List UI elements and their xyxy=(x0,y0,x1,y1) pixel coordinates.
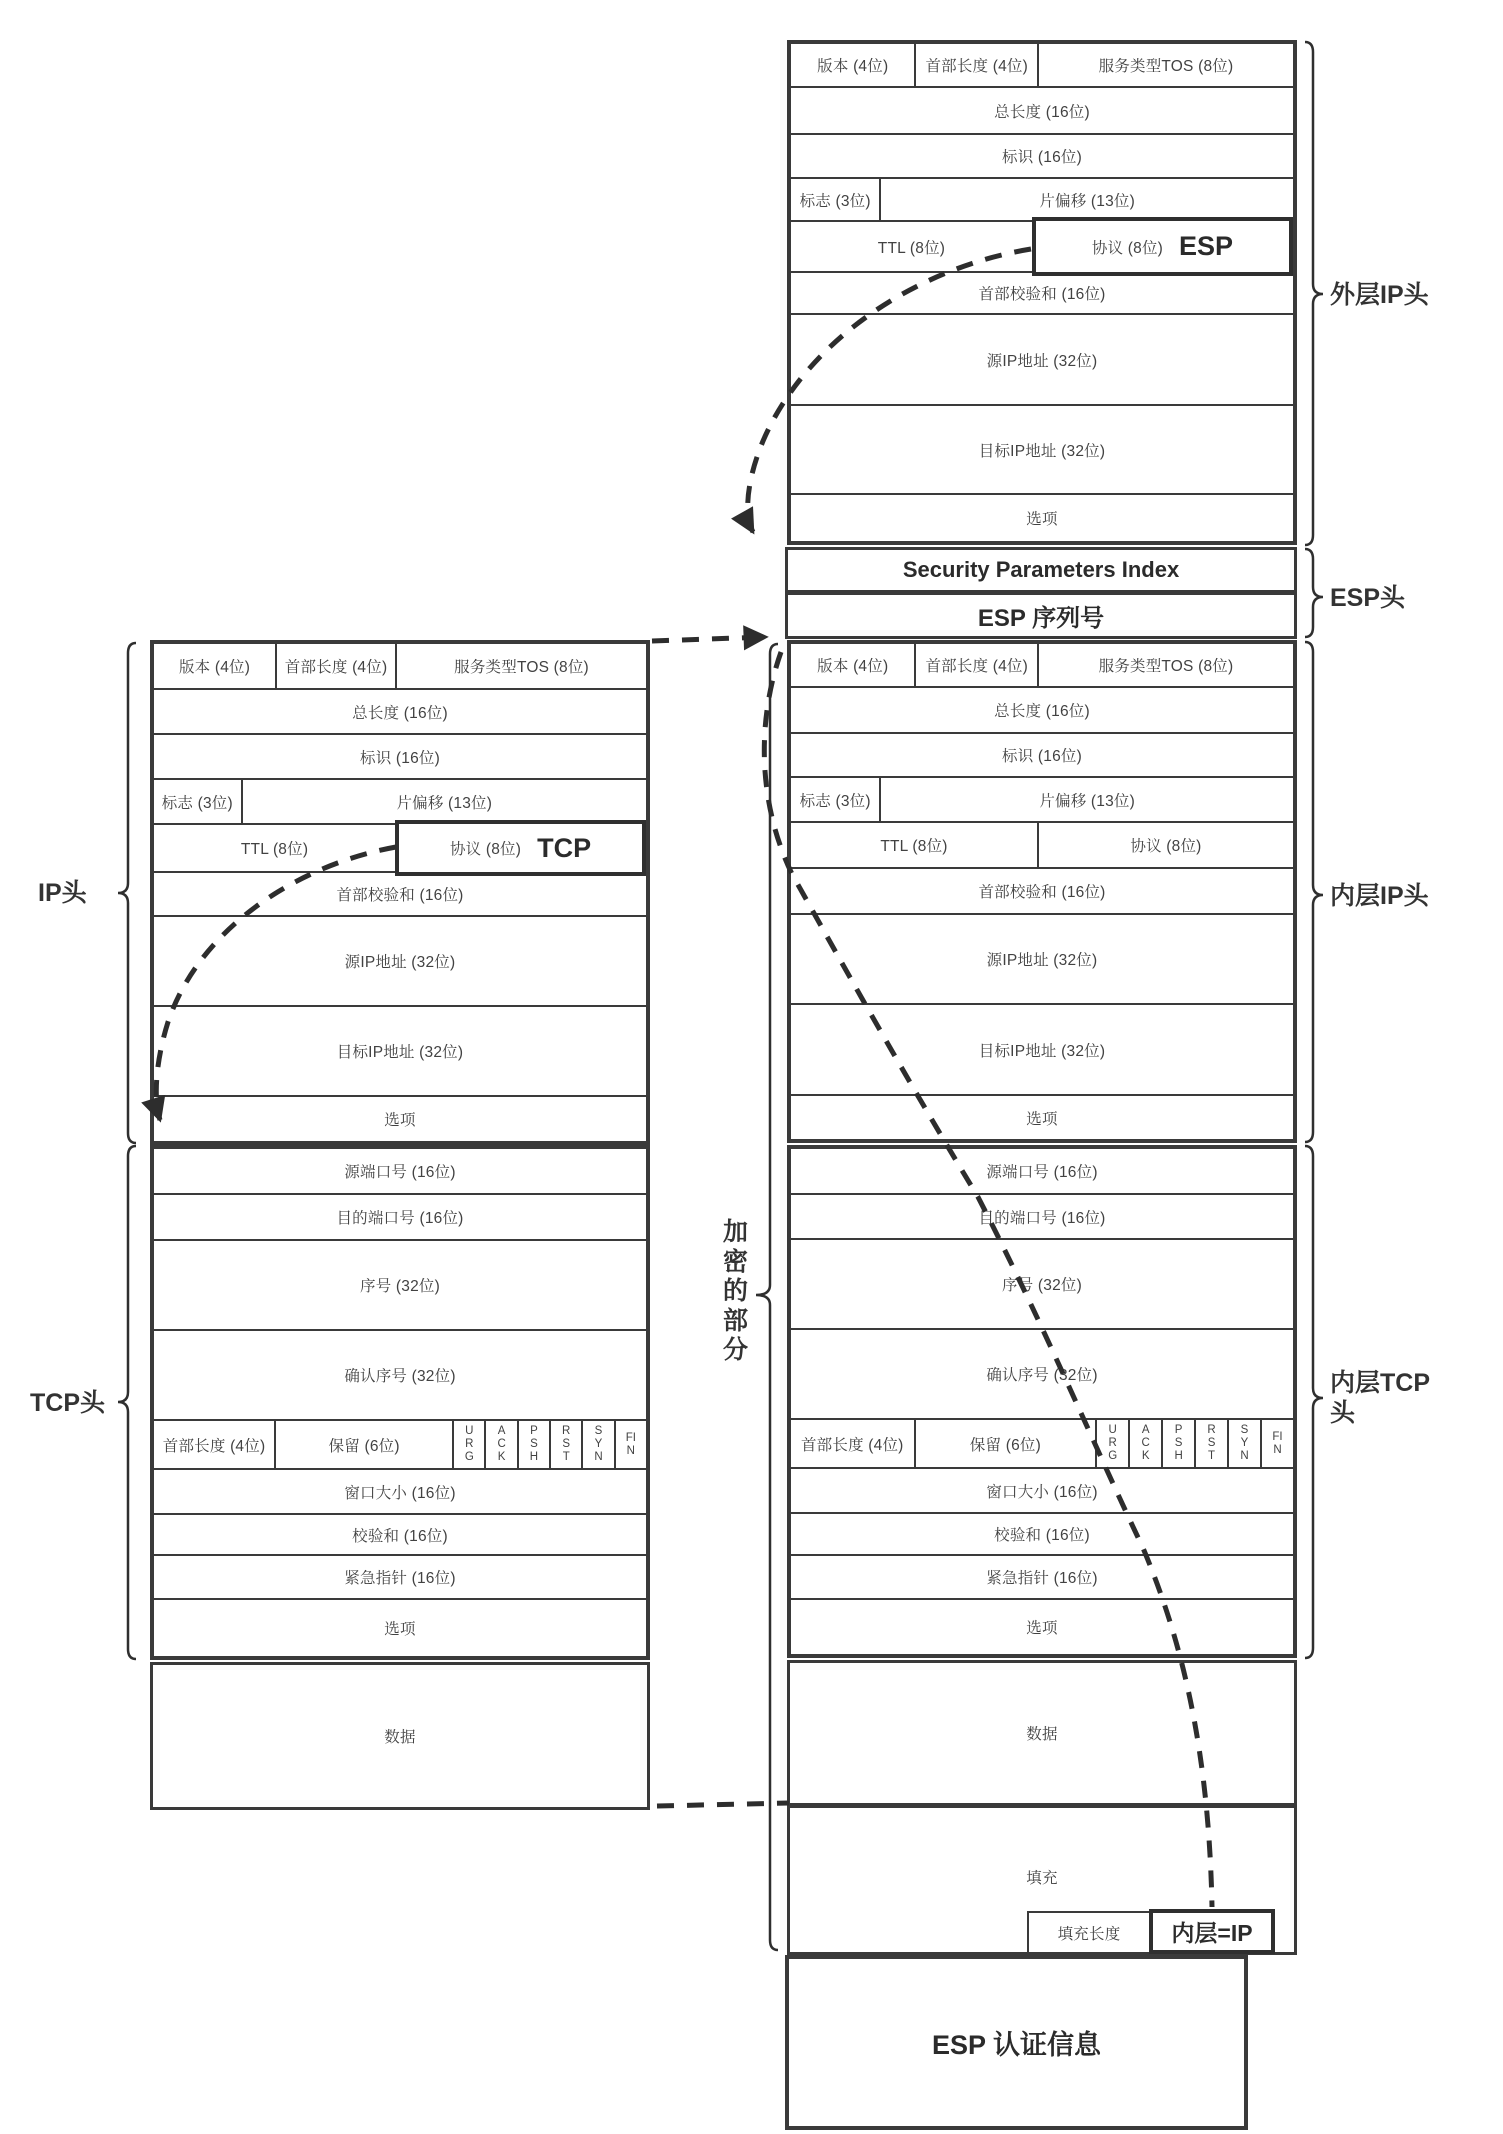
field-row: 标识 (16位) xyxy=(791,732,1293,776)
field-row: 窗口大小 (16位) xyxy=(791,1467,1293,1512)
field-cell-fragment-offset: 片偏移 (13位) xyxy=(879,778,1293,821)
protocol-tcp-callout-box: 协议 (8位) TCP xyxy=(395,820,646,876)
label-ip-header: IP头 xyxy=(38,879,87,907)
field-cell-flags: 标志 (3位) xyxy=(799,792,871,810)
field-row: 序号 (32位) xyxy=(154,1239,646,1329)
inner-ip-header-box xyxy=(787,640,1297,1143)
flag-cell-ack: ACK xyxy=(484,1421,516,1468)
label-outer-ip-header: 外层IP头 xyxy=(1330,281,1429,309)
field-row: 窗口大小 (16位) xyxy=(154,1468,646,1513)
field-row: 校验和 (16位) xyxy=(791,1512,1293,1554)
field-row: 标识 (16位) xyxy=(791,133,1293,177)
field-row xyxy=(791,776,1293,821)
field-cell-ttl: TTL (8位) xyxy=(877,239,946,257)
field-row xyxy=(154,644,646,688)
field-cell-ttl: TTL (8位) xyxy=(880,838,948,855)
field-row: 选项 xyxy=(791,1598,1293,1654)
field-cell-tos: 服务类型TOS (8位) xyxy=(395,644,646,688)
bottom-dashed-connector xyxy=(657,1803,789,1806)
outer-ip-header-box xyxy=(787,40,1297,545)
esp-callout-label: ESP xyxy=(1179,231,1234,261)
field-row: 首部校验和 (16位) xyxy=(791,271,1293,313)
label-tcp-header: TCP头 xyxy=(30,1389,106,1417)
left-ip-header-box xyxy=(150,640,650,1145)
field-cell-header-length: 首部长度 (4位) xyxy=(914,644,1036,686)
field-row: 总长度 (16位) xyxy=(154,688,646,733)
field-cell-version: 版本 (4位) xyxy=(178,659,251,676)
field-row: 源IP地址 (32位) xyxy=(154,915,646,1005)
label-esp-header: ESP头 xyxy=(1330,584,1406,612)
inner-tcp-header-box xyxy=(787,1145,1297,1658)
field-cell-protocol: 协议 (8位) xyxy=(1037,823,1293,867)
tcp-flags-row xyxy=(791,1418,1293,1467)
flag-cell-psh: PSH xyxy=(1161,1420,1194,1467)
flag-cell-fin: FIN xyxy=(614,1421,646,1468)
flag-cell-syn: SYN xyxy=(581,1421,613,1468)
field-cell-tos: 服务类型TOS (8位) xyxy=(1037,44,1293,86)
field-row: 选项 xyxy=(791,1094,1293,1139)
field-row: 标识 (16位) xyxy=(154,733,646,778)
field-cell-header-length: 首部长度 (4位) xyxy=(275,644,395,688)
flag-cell-psh: PSH xyxy=(517,1421,549,1468)
esp-sequence-box xyxy=(785,592,1297,639)
brace-inner-ip xyxy=(1305,642,1323,1142)
padding-length-cell: 填充长度 xyxy=(1027,1911,1151,1954)
brace-encrypted-portion xyxy=(756,644,778,1950)
field-row: 源端口号 (16位) xyxy=(344,1164,456,1181)
field-row: 确认序号 (32位) xyxy=(154,1329,646,1419)
field-row: 源IP地址 (32位) xyxy=(791,313,1293,404)
field-row: 首部校验和 (16位) xyxy=(791,867,1293,913)
left-tcp-header-box xyxy=(150,1145,650,1660)
field-cell-fragment-offset: 片偏移 (13位) xyxy=(241,780,646,823)
brace-left-tcp xyxy=(118,1146,136,1659)
esp-auth-box xyxy=(785,1955,1248,2130)
field-row: 目标IP地址 (32位) xyxy=(791,1003,1293,1094)
field-row: 选项 xyxy=(154,1095,646,1141)
label-inner-tcp-header: 内层TCP 头 xyxy=(1330,1369,1431,1427)
field-cell-reserved: 保留 (6位) xyxy=(914,1420,1096,1467)
left-data-box: 数据 xyxy=(150,1662,650,1810)
field-cell-header-length: 首部长度 (4位) xyxy=(914,44,1036,86)
flag-cell-rst: RST xyxy=(549,1421,581,1468)
field-row: 校验和 (16位) xyxy=(154,1513,646,1554)
brace-left-ip xyxy=(118,643,136,1143)
field-row: 紧急指针 (16位) xyxy=(791,1554,1293,1598)
field-row: 总长度 (16位) xyxy=(791,686,1293,732)
field-row: 源端口号 (16位) xyxy=(986,1164,1098,1181)
brace-inner-tcp xyxy=(1305,1146,1323,1658)
field-row xyxy=(791,177,1293,220)
field-row: 序号 (32位) xyxy=(791,1238,1293,1328)
top-dashed-connector xyxy=(652,637,766,641)
spi-label: Security Parameters Index xyxy=(902,557,1180,582)
field-cell-flags: 标志 (3位) xyxy=(799,192,871,210)
field-row-ttl-protocol xyxy=(154,823,646,871)
label-inner-ip-header: 内层IP头 xyxy=(1330,882,1429,910)
field-row: 确认序号 (32位) xyxy=(791,1328,1293,1418)
field-row: 源IP地址 (32位) xyxy=(791,913,1293,1003)
brace-outer-ip xyxy=(1305,42,1323,545)
field-row: 紧急指针 (16位) xyxy=(154,1554,646,1598)
field-row: 选项 xyxy=(791,493,1293,541)
flag-cell-syn: SYN xyxy=(1227,1420,1260,1467)
field-row: 目标IP地址 (32位) xyxy=(154,1005,646,1095)
right-data-box: 数据 xyxy=(787,1660,1297,1806)
flag-cell-rst: RST xyxy=(1194,1420,1227,1467)
field-cell-tcp-header-length: 首部长度 (4位) xyxy=(800,1436,904,1454)
field-cell-flags: 标志 (3位) xyxy=(161,794,233,812)
flag-cell-urg: URG xyxy=(1095,1420,1128,1467)
field-row: 目的端口号 (16位) xyxy=(154,1193,646,1239)
inner-is-ip-label: 内层=IP xyxy=(1171,1920,1253,1946)
flag-cell-ack: ACK xyxy=(1128,1420,1161,1467)
flag-cell-fin: FIN xyxy=(1260,1420,1293,1467)
tcp-flags-row xyxy=(154,1419,646,1468)
tcp-callout-label: TCP xyxy=(537,832,592,863)
field-cell-fragment-offset: 片偏移 (13位) xyxy=(879,179,1293,220)
esp-spi-box xyxy=(785,547,1297,593)
field-row xyxy=(791,44,1293,86)
field-cell-version: 版本 (4位) xyxy=(817,58,889,75)
field-row: 总长度 (16位) xyxy=(791,86,1293,133)
field-row: 首部校验和 (16位) xyxy=(154,871,646,915)
padding-box: 填充 填充长度 内层=IP xyxy=(787,1805,1297,1955)
esp-auth-label: ESP 认证信息 xyxy=(931,2030,1102,2060)
field-row: 目的端口号 (16位) xyxy=(791,1193,1293,1238)
field-cell-tcp-header-length: 首部长度 (4位) xyxy=(162,1437,266,1455)
field-row xyxy=(154,778,646,823)
field-cell-tos: 服务类型TOS (8位) xyxy=(1037,644,1293,686)
flag-cell-urg: URG xyxy=(452,1421,484,1468)
field-row-ttl-protocol xyxy=(791,821,1293,867)
inner-is-ip-callout-box xyxy=(1149,1909,1275,1954)
protocol-esp-callout-box: 协议 (8位) ESP xyxy=(1032,217,1293,276)
field-cell-ttl: TTL (8位) xyxy=(240,841,309,858)
field-row-ttl-protocol xyxy=(791,220,1293,271)
esp-sequence-label: ESP 序列号 xyxy=(977,605,1105,632)
field-row: 选项 xyxy=(154,1598,646,1656)
label-encrypted-portion: 加密的部分 xyxy=(722,1218,748,1364)
field-cell-version: 版本 (4位) xyxy=(817,658,889,675)
field-row xyxy=(791,644,1293,686)
field-row: 目标IP地址 (32位) xyxy=(791,404,1293,493)
field-cell-reserved: 保留 (6位) xyxy=(274,1421,452,1468)
brace-esp-header xyxy=(1305,549,1323,637)
